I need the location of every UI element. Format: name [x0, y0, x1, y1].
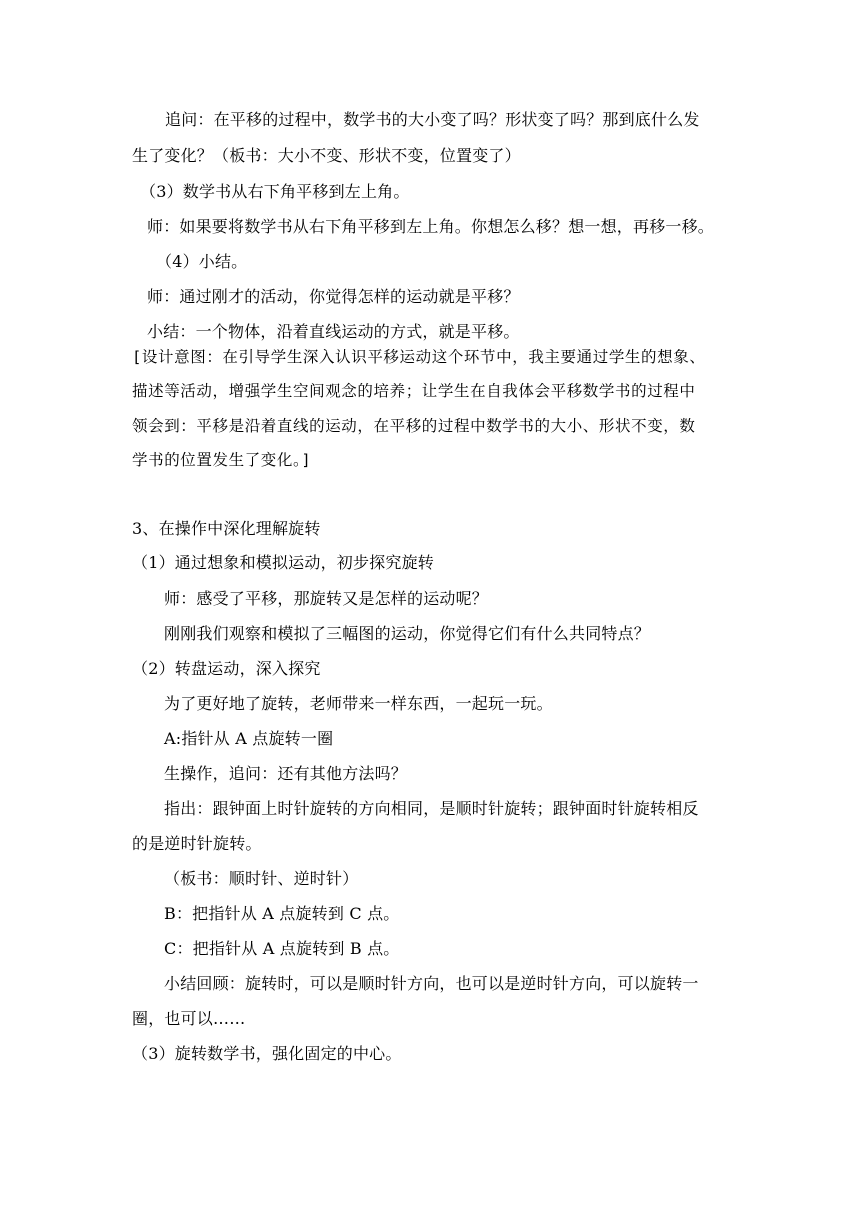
- text-line-15: 为了更好地了旋转，老师带来一样东西，一起玩一玩。: [164, 694, 553, 713]
- text-line-16: A:指针从 A 点旋转一圈: [164, 729, 334, 748]
- design-intent-line-1: [设计意图：在引导学生深入认识平移运动这个环节中，我主要通过学生的想象、: [132, 348, 706, 366]
- text-line-13: 刚刚我们观察和模拟了三幅图的运动，你觉得它们有什么共同特点？: [164, 624, 651, 643]
- text-line-5: （4）小结。: [156, 252, 248, 271]
- text-line-21: B：把指针从 A 点旋转到 C 点。: [164, 904, 400, 923]
- text-line-4: 师：如果要将数学书从右下角平移到左上角。你想怎么移？想一想，再移一移。: [147, 217, 715, 236]
- subsection-3-heading: （3）旋转数学书，强化固定的中心。: [132, 1044, 402, 1063]
- text-line-6: 师：通过刚才的活动，你觉得怎样的运动就是平移？: [147, 287, 520, 306]
- design-intent-line-2: 描述等活动，增强学生空间观念的培养；让学生在自我体会平移数学书的过程中: [132, 382, 696, 400]
- text-line-20: （板书：顺时针、逆时针）: [164, 869, 359, 888]
- text-line-2: 生了变化？（板书：大小不变、形状不变，位置变了）: [132, 146, 521, 165]
- section-heading: 3、在操作中深化理解旋转: [132, 519, 321, 538]
- subsection-2-heading: （2）转盘运动，深入探究: [132, 659, 321, 678]
- design-intent-line-3: 领会到：平移是沿着直线的运动，在平移的过程中数学书的大小、形状不变，数: [132, 417, 696, 435]
- text-line-1: 追问：在平移的过程中，数学书的大小变了吗？形状变了吗？那到底什么发: [165, 110, 700, 129]
- text-line-24: 圈，也可以……: [132, 1009, 246, 1028]
- text-line-22: C：把指针从 A 点旋转到 B 点。: [164, 939, 400, 958]
- design-intent-line-4: 学书的位置发生了变化。]: [132, 451, 312, 469]
- text-line-23: 小结回顾：旋转时，可以是顺时针方向，也可以是逆时针方向，可以旋转一: [164, 974, 699, 993]
- text-line-17: 生操作，追问：还有其他方法吗？: [164, 764, 408, 783]
- text-line-3: （3）数学书从右下角平移到左上角。: [140, 182, 410, 201]
- subsection-1-heading: （1）通过想象和模拟运动，初步探究旋转: [132, 553, 434, 572]
- text-line-7: 小结：一个物体，沿着直线运动的方式，就是平移。: [147, 322, 520, 341]
- text-line-12: 师：感受了平移，那旋转又是怎样的运动呢？: [164, 589, 489, 608]
- text-line-19: 的是逆时针旋转。: [132, 834, 262, 853]
- text-line-18: 指出：跟钟面上时针旋转的方向相同，是顺时针旋转；跟钟面时针旋转相反: [164, 799, 699, 818]
